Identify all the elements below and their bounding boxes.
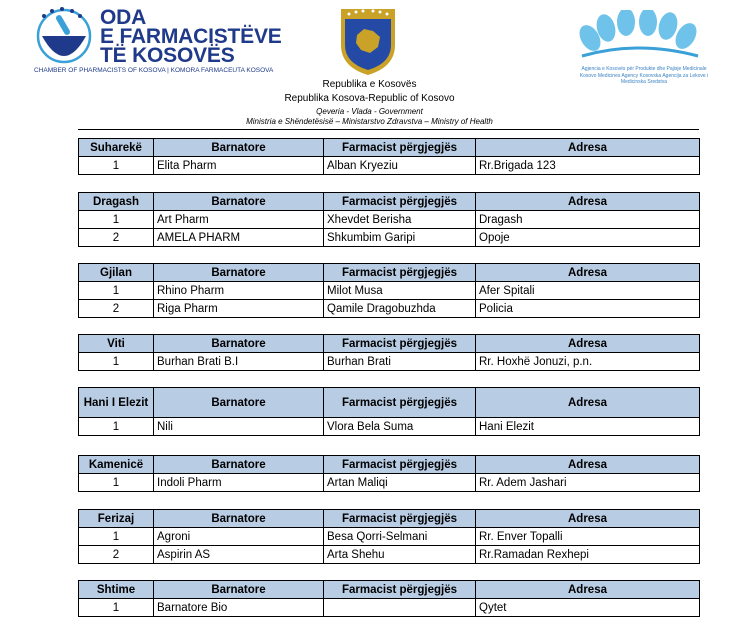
gov-line-1: Republika e Kosovës xyxy=(322,79,417,90)
pharmacist-name: Xhevdet Berisha xyxy=(324,211,476,229)
row-number: 1 xyxy=(79,528,154,546)
municipality-label: Viti xyxy=(79,335,154,353)
table-row xyxy=(79,157,700,175)
table-row xyxy=(79,546,700,564)
medicines-agency-logo xyxy=(572,10,712,105)
table-row xyxy=(79,418,700,436)
address: Hani Elezit xyxy=(476,418,700,436)
section-header-row xyxy=(79,456,700,474)
section-table xyxy=(78,387,700,436)
pharmacist-name: Arta Shehu xyxy=(324,546,476,564)
gov-line-3: Qeveria - Vlada - Government xyxy=(316,107,423,116)
section-table xyxy=(78,263,700,318)
pharmacy-name: Aspirin AS xyxy=(154,546,324,564)
section-header-row xyxy=(79,335,700,353)
address-column-header: Adresa xyxy=(476,456,700,474)
section-header-row xyxy=(79,193,700,211)
address: Dragash xyxy=(476,211,700,229)
gov-line-2: Republika Kosova-Republic of Kosovo xyxy=(284,93,455,104)
municipality-label: Hani I Elezit xyxy=(79,388,154,418)
row-number: 1 xyxy=(79,353,154,371)
pharmacist-column-header: Farmacist përgjegjës xyxy=(324,388,476,418)
chamber-title: ODA E FARMACISTËVE TË KOSOVËS xyxy=(100,6,282,67)
section-table xyxy=(78,509,700,564)
section-table xyxy=(78,334,700,371)
address: Rr. Enver Topalli xyxy=(476,528,700,546)
pharmacist-column-header: Farmacist përgjegjës xyxy=(324,193,476,211)
pharmacy-column-header: Barnatore xyxy=(154,456,324,474)
municipality-label: Suharekë xyxy=(79,139,154,157)
table-row xyxy=(79,474,700,492)
section-header-row xyxy=(79,510,700,528)
municipality-label: Kamenicë xyxy=(79,456,154,474)
pharmacy-column-header: Barnatore xyxy=(154,193,324,211)
municipality-label: Gjilan xyxy=(79,264,154,282)
header-rule xyxy=(78,129,699,130)
pharmacist-name: Artan Maliqi xyxy=(324,474,476,492)
municipality-label: Shtime xyxy=(79,581,154,599)
pharmacy-name: Elita Pharm xyxy=(154,157,324,175)
table-row xyxy=(79,528,700,546)
address: Rr.Ramadan Rexhepi xyxy=(476,546,700,564)
table-row xyxy=(79,211,700,229)
address-column-header: Adresa xyxy=(476,581,700,599)
table-row xyxy=(79,353,700,371)
address: Rr. Hoxhë Jonuzi, p.n. xyxy=(476,353,700,371)
pharmacist-name: Qamile Dragobuzhda xyxy=(324,300,476,318)
row-number: 2 xyxy=(79,300,154,318)
pharmacist-name xyxy=(324,599,476,617)
section-header-row xyxy=(79,581,700,599)
row-number: 1 xyxy=(79,474,154,492)
pharmacy-column-header: Barnatore xyxy=(154,581,324,599)
address-column-header: Adresa xyxy=(476,193,700,211)
address-column-header: Adresa xyxy=(476,264,700,282)
pharmacy-column-header: Barnatore xyxy=(154,335,324,353)
municipality-label: Dragash xyxy=(79,193,154,211)
address-column-header: Adresa xyxy=(476,510,700,528)
table-row xyxy=(79,300,700,318)
table-row xyxy=(79,599,700,617)
pharmacist-name: Burhan Brati xyxy=(324,353,476,371)
pharmacy-name: Burhan Brati B.I xyxy=(154,353,324,371)
municipality-label: Ferizaj xyxy=(79,510,154,528)
address: Rr.Brigada 123 xyxy=(476,157,700,175)
pharmacist-name: Besa Qorri-Selmani xyxy=(324,528,476,546)
address: Afer Spitali xyxy=(476,282,700,300)
pharmacy-name: Agroni xyxy=(154,528,324,546)
row-number: 1 xyxy=(79,157,154,175)
pharmacist-name: Vlora Bela Suma xyxy=(324,418,476,436)
pharmacy-column-header: Barnatore xyxy=(154,510,324,528)
pharmacy-column-header: Barnatore xyxy=(154,388,324,418)
row-number: 1 xyxy=(79,599,154,617)
pharmacy-name: Indoli Pharm xyxy=(154,474,324,492)
gov-line-4: Ministria e Shëndetësisë – Ministarstvo Zdravstva – Ministry of Health xyxy=(246,117,493,126)
row-number: 2 xyxy=(79,229,154,247)
pharmacist-column-header: Farmacist përgjegjës xyxy=(324,335,476,353)
section-table xyxy=(78,192,700,247)
pharmacy-name: Art Pharm xyxy=(154,211,324,229)
pharmacy-name: Nili xyxy=(154,418,324,436)
section-header-row xyxy=(79,264,700,282)
kosovo-coat-of-arms xyxy=(337,5,399,77)
row-number: 1 xyxy=(79,211,154,229)
address-column-header: Adresa xyxy=(476,388,700,418)
pharmacy-name: Barnatore Bio xyxy=(154,599,324,617)
pharmacist-column-header: Farmacist përgjegjës xyxy=(324,581,476,599)
table-row xyxy=(79,229,700,247)
table-row xyxy=(79,282,700,300)
pharmacist-column-header: Farmacist përgjegjës xyxy=(324,456,476,474)
row-number: 2 xyxy=(79,546,154,564)
mortar-pestle-icon xyxy=(38,7,90,62)
pharmacy-name: Rhino Pharm xyxy=(154,282,324,300)
address-column-header: Adresa xyxy=(476,335,700,353)
pharmacy-column-header: Barnatore xyxy=(154,264,324,282)
document-header xyxy=(0,0,739,130)
row-number: 1 xyxy=(79,418,154,436)
agency-caption: Agjencia e Kosovës për Produkte dhe Pajisje Medicinale Kosovo Medicines Agency Kosovska Agencija za Lekove i Medicinska Sredstva xyxy=(579,66,709,85)
pharmacist-name: Shkumbim Garipi xyxy=(324,229,476,247)
address: Opoje xyxy=(476,229,700,247)
pharmacy-name: AMELA PHARM xyxy=(154,229,324,247)
section-table xyxy=(78,138,700,175)
pharmacist-column-header: Farmacist përgjegjës xyxy=(324,510,476,528)
address: Rr. Adem Jashari xyxy=(476,474,700,492)
section-header-row xyxy=(79,388,700,418)
address: Policia xyxy=(476,300,700,318)
chamber-subtitle: CHAMBER OF PHARMACISTS OF KOSOVA | KOMORA FARMACEUTA KOSOVA xyxy=(34,67,274,74)
address-column-header: Adresa xyxy=(476,139,700,157)
section-header-row xyxy=(79,139,700,157)
section-table xyxy=(78,580,700,617)
pharmacy-column-header: Barnatore xyxy=(154,139,324,157)
pharmacist-name: Alban Kryeziu xyxy=(324,157,476,175)
pharmacist-column-header: Farmacist përgjegjës xyxy=(324,264,476,282)
section-table xyxy=(78,455,700,492)
address: Qytet xyxy=(476,599,700,617)
row-number: 1 xyxy=(79,282,154,300)
pharmacy-name: Riga Pharm xyxy=(154,300,324,318)
pharmacist-column-header: Farmacist përgjegjës xyxy=(324,139,476,157)
pharmacist-name: Milot Musa xyxy=(324,282,476,300)
